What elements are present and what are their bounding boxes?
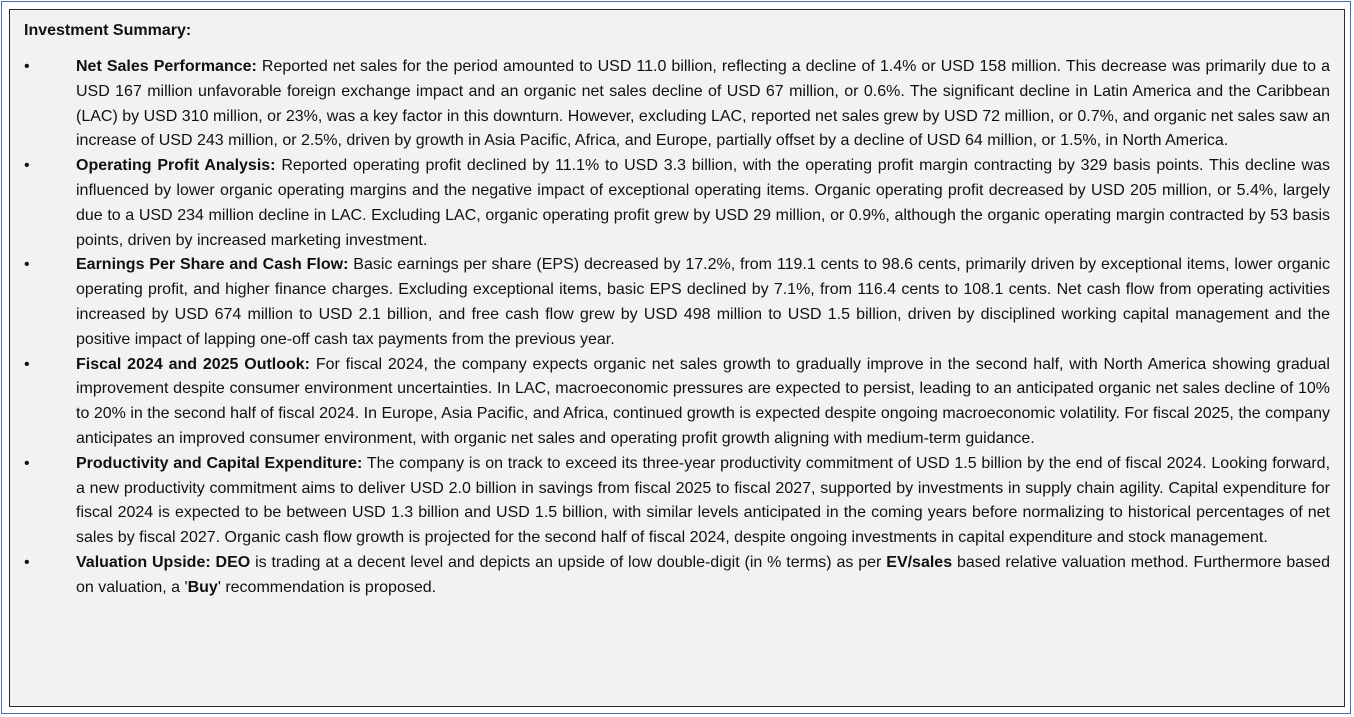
list-item-productivity-capex	[24, 452, 1330, 551]
item-heading: Valuation Upside:	[76, 553, 211, 571]
summary-title: Investment Summary:	[24, 22, 192, 39]
item-heading: Earnings Per Share and Cash Flow:	[76, 256, 349, 274]
bullet-marker: •	[24, 454, 30, 472]
item-heading: Productivity and Capital Expenditure:	[76, 454, 363, 472]
rating-badge: Buy	[187, 578, 218, 596]
list-item-valuation	[24, 551, 1330, 601]
valuation-method: EV/sales	[886, 553, 953, 571]
item-heading: Fiscal 2024 and 2025 Outlook:	[76, 355, 311, 373]
bullet-marker: •	[24, 58, 30, 75]
ticker-label: DEO	[215, 553, 251, 571]
list-item-net-sales	[24, 55, 1330, 154]
list-item-eps-cash-flow	[24, 253, 1330, 352]
document-outer-frame	[1, 1, 1351, 714]
item-text: Reported net sales for the period amounted to USD 11.0 billion, reflecting a decline of 1.4% or USD 158 million. This decrease was primarily due to a USD 167 million unfavorable foreign exchange impact and an organic net sales decline of USD 67 million, or 0.6%. The significant decline in Latin America and the Caribbean (LAC) by USD 310 million, or 23%, was a key factor in this downturn. However, excluding LAC, reported net sales grew by USD 72 million, or 0.7%, and organic net sales saw an increase of USD 243 million, or 2.5%, driven by growth in Asia Pacific, Africa, and Europe, partially offset by a decline of USD 64 million, or 1.5%, in North America.	[76, 58, 1330, 150]
item-text: Basic earnings per share (EPS) decreased by 17.2%, from 119.1 cents to 98.6 cents, primarily driven by exceptional items, lower organic operating profit, and higher finance charges. Excluding exceptional items, basic EPS declined by 7.1%, from 116.4 cents to 108.1 cents. Net cash flow from operating activities increased by USD 674 million to USD 2.1 billion, and free cash flow grew by USD 498 million to USD 1.5 billion, driven by disciplined working capital management and the positive impact of lapping one-off cash tax payments from the previous year.	[76, 256, 1330, 348]
investment-summary-box	[9, 9, 1345, 707]
bullet-marker: •	[24, 157, 30, 175]
item-text: based relative valuation method. Furthermore based on valuation, a '	[76, 553, 1330, 596]
item-heading: Net Sales Performance:	[76, 58, 257, 75]
item-text: ' recommendation is proposed.	[217, 578, 437, 596]
item-text: is trading at a decent level and depicts an upside of low double-digit (in % terms) as per	[250, 553, 887, 571]
item-text: Reported operating profit declined by 11.1% to USD 3.3 billion, with the operating profit margin contracting by 329 basis points. This decline was influenced by lower organic operating margins and the negative impact of exceptional operating items. Organic operating profit decreased by USD 205 million, or 5.4%, largely due to a USD 234 million decline in LAC. Excluding LAC, organic operating profit grew by USD 29 million, or 0.9%, although the organic operating margin contracted by 53 basis points, driven by increased marketing investment.	[76, 157, 1331, 249]
summary-bullet-list	[24, 55, 1330, 601]
item-text: The company is on track to exceed its three-year productivity commitment of USD 1.5 billion by the end of fiscal 2024. Looking forward, a new productivity commitment aims to deliver USD 2.0 billion in savings from fiscal 2025 to fiscal 2027, supported by investments in supply chain agility. Capital expenditure for fiscal 2024 is expected to be between USD 1.3 billion and USD 1.5 billion, with similar levels anticipated in the coming years before normalizing to historical percentages of net sales by fiscal 2027. Organic cash flow growth is projected for the second half of fiscal 2024, despite ongoing investments in capital expenditure and stock management.	[76, 454, 1331, 547]
bullet-marker: •	[24, 553, 30, 571]
list-item-outlook	[24, 353, 1330, 452]
item-text: For fiscal 2024, the company expects organic net sales growth to gradually improve in the second half, with North America showing gradual improvement despite consumer environment uncertainties. In LAC, macroeconomic pressures are expected to persist, leading to an anticipated organic net sales decline of 10% to 20% in the second half of fiscal 2024. In Europe, Asia Pacific, and Africa, continued growth is expected despite ongoing macroeconomic volatility. For fiscal 2025, the company anticipates an improved consumer environment, with organic net sales and operating profit growth aligning with medium-term guidance.	[76, 355, 1330, 447]
item-heading: Operating Profit Analysis:	[76, 157, 276, 175]
list-item-operating-profit	[24, 154, 1330, 253]
bullet-marker: •	[24, 355, 30, 373]
bullet-marker: •	[24, 256, 30, 274]
